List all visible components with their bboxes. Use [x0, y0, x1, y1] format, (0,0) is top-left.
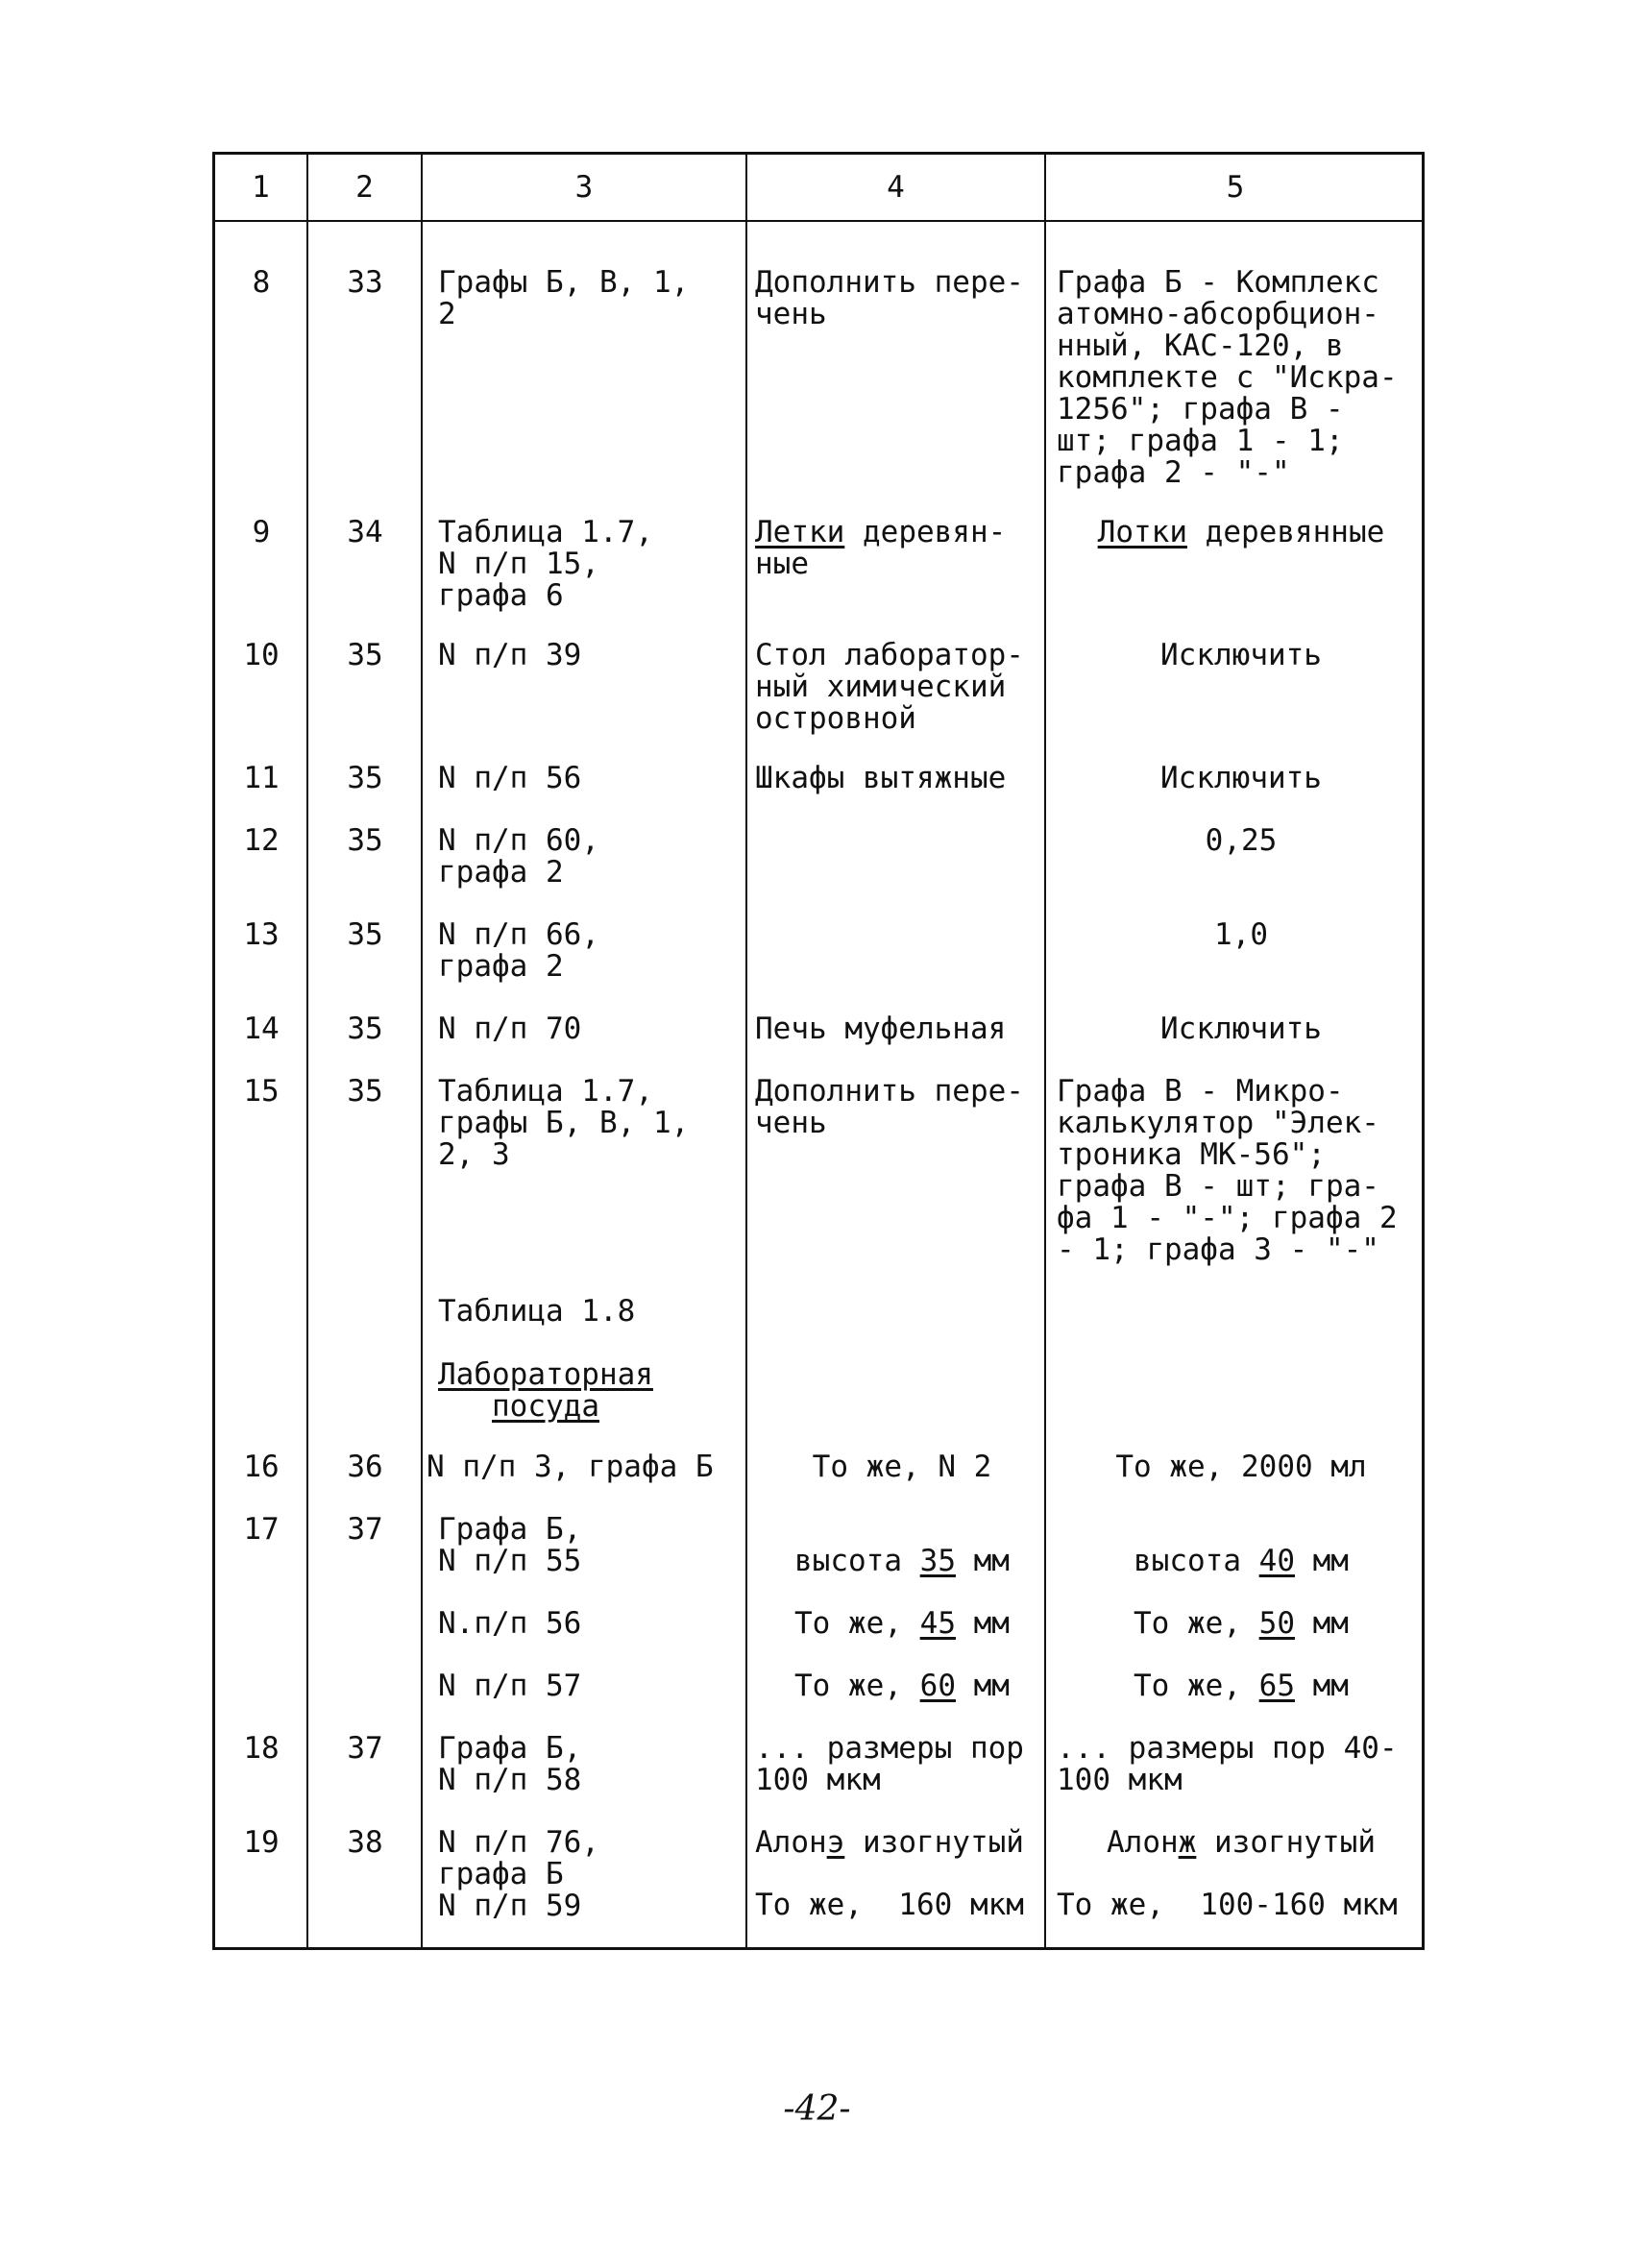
row-number: 9: [252, 515, 271, 549]
header-divider: [215, 220, 1422, 222]
row-number: 10: [243, 638, 280, 672]
page-ref: 35: [347, 823, 383, 858]
underlined-value: 65: [1258, 1669, 1295, 1703]
correction-cell: [1057, 1827, 1426, 1859]
underlined-word: Летки: [755, 515, 845, 549]
printed-cell: [755, 1827, 1055, 1859]
page-ref: 35: [347, 638, 383, 672]
printed-cell: Дополнить пере- чень: [755, 1074, 1024, 1140]
header-col-5: 5: [1226, 170, 1245, 205]
correction-cell: 0,25: [1205, 823, 1278, 858]
underlined-letter: ж: [1178, 1825, 1197, 1860]
page-ref: 35: [347, 761, 383, 795]
location-cell: N п/п 76, графа Б N п/п 59: [438, 1825, 599, 1923]
location-cell: N п/п 56: [438, 761, 582, 795]
column-divider: [745, 155, 747, 1947]
page-ref: 37: [347, 1731, 383, 1766]
column-divider: [421, 155, 423, 1947]
location-cell: Графа Б, N п/п 55: [438, 1512, 582, 1578]
cell-text: деревянные: [1187, 515, 1385, 549]
underlined-value: 40: [1258, 1544, 1295, 1578]
page-ref: 35: [347, 1012, 383, 1046]
page-number: -42-: [783, 2089, 851, 2129]
correction-cell: То же, 100-160 мкм: [1057, 1888, 1398, 1922]
location-cell: Таблица 1.7, графы Б, В, 1, 2, 3: [438, 1074, 690, 1172]
row-number: 15: [243, 1074, 280, 1109]
amendment-table: [212, 152, 1425, 1950]
cell-text: высота: [1134, 1544, 1259, 1578]
printed-cell: Стол лаборатор- ный химический островной: [755, 638, 1024, 736]
location-cell: N п/п 60, графа 2: [438, 823, 599, 890]
row-number: 12: [243, 823, 280, 858]
row-number: 18: [243, 1731, 280, 1766]
printed-cell: Дополнить пере- чень: [755, 265, 1024, 331]
row-number: 11: [243, 761, 280, 795]
row-number: 8: [252, 265, 271, 300]
cell-text: изогнутый: [844, 1825, 1024, 1860]
cell-text: мм: [1294, 1606, 1349, 1641]
header-col-2: 2: [355, 170, 374, 205]
printed-cell: То же, N 2: [812, 1450, 992, 1484]
location-cell: N.п/п 56: [438, 1606, 582, 1641]
cell-text: То же,: [1134, 1606, 1259, 1641]
page-ref: 37: [347, 1512, 383, 1547]
printed-cell: Шкафы вытяжные: [755, 761, 1007, 795]
page-ref: 34: [347, 515, 383, 549]
cell-text: изогнутый: [1196, 1825, 1376, 1860]
cell-text: То же,: [794, 1669, 920, 1703]
printed-cell: [753, 1546, 1051, 1577]
correction-cell: [1057, 1671, 1426, 1702]
location-cell: Графы Б, В, 1, 2: [438, 265, 690, 331]
underlined-word: Лотки: [1097, 515, 1187, 549]
cell-text: мм: [1294, 1669, 1349, 1703]
section-table-ref: Таблица 1.8: [438, 1294, 636, 1329]
location-cell: N п/п 70: [438, 1012, 582, 1046]
correction-cell: 1,0: [1214, 917, 1268, 952]
correction-cell: ... размеры пор 40- 100 мкм: [1057, 1731, 1398, 1797]
section-title-line: посуда: [492, 1389, 599, 1424]
location-cell: Таблица 1.7, N п/п 15, графа 6: [438, 515, 653, 613]
underlined-letter: э: [826, 1825, 845, 1860]
page-ref: 33: [347, 265, 383, 300]
location-cell: N п/п 3, графа Б: [427, 1450, 714, 1484]
section-title-line: Лабораторная: [438, 1357, 653, 1392]
row-number: 14: [243, 1012, 280, 1046]
correction-cell: [1057, 1546, 1426, 1577]
underlined-value: 45: [919, 1606, 956, 1641]
correction-cell: Исключить: [1160, 638, 1322, 672]
location-cell: N п/п 66, графа 2: [438, 917, 599, 984]
underlined-value: 35: [919, 1544, 956, 1578]
column-divider: [306, 155, 308, 1947]
cell-text: Алон: [755, 1825, 827, 1860]
printed-cell: ... размеры пор 100 мкм: [755, 1731, 1024, 1797]
printed-cell: То же, 160 мкм: [755, 1888, 1024, 1922]
cell-text: То же,: [1134, 1669, 1259, 1703]
header-col-3: 3: [574, 170, 594, 205]
header-col-1: 1: [252, 170, 270, 205]
header-col-4: 4: [887, 170, 905, 205]
row-number: 17: [243, 1512, 280, 1547]
cell-text: мм: [955, 1669, 1010, 1703]
printed-cell: [753, 1671, 1051, 1702]
location-cell: Графа Б, N п/п 58: [438, 1731, 582, 1797]
correction-cell: Графа Б - Комплекс атомно-абсорбцион- нный, КАС-120, в комплекте с "Искра- 1256"; графа В - шт; графа 1 - 1; графа 2 - "-": [1057, 265, 1398, 490]
page-ref: 36: [347, 1450, 383, 1484]
correction-cell: [1057, 517, 1426, 549]
underlined-value: 50: [1258, 1606, 1295, 1641]
underlined-value: 60: [919, 1669, 956, 1703]
row-number: 19: [243, 1825, 280, 1860]
correction-cell: Исключить: [1160, 761, 1322, 795]
location-cell: N п/п 39: [438, 638, 582, 672]
cell-text: мм: [955, 1544, 1010, 1578]
cell-text: деревян- ные: [755, 515, 1007, 581]
location-cell: N п/п 57: [438, 1669, 582, 1703]
correction-cell: Исключить: [1160, 1012, 1322, 1046]
cell-text: То же,: [794, 1606, 920, 1641]
correction-cell: [1057, 1608, 1426, 1640]
printed-cell: [755, 517, 1055, 580]
row-number: 16: [243, 1450, 280, 1484]
row-number: 13: [243, 917, 280, 952]
cell-text: мм: [955, 1606, 1010, 1641]
cell-text: высота: [794, 1544, 920, 1578]
correction-cell: Графа В - Микро- калькулятор "Элек- троника МК-56"; графа В - шт; гра- фа 1 - "-"; графа 2 - 1; графа 3 - "-": [1057, 1074, 1398, 1267]
printed-cell: [753, 1608, 1051, 1640]
cell-text: Алон: [1107, 1825, 1179, 1860]
page-ref: 35: [347, 1074, 383, 1109]
correction-cell: То же, 2000 мл: [1115, 1450, 1367, 1484]
page-ref: 38: [347, 1825, 383, 1860]
cell-text: мм: [1294, 1544, 1349, 1578]
section-title: [438, 1359, 745, 1423]
page-ref: 35: [347, 917, 383, 952]
printed-cell: Печь муфельная: [755, 1012, 1007, 1046]
